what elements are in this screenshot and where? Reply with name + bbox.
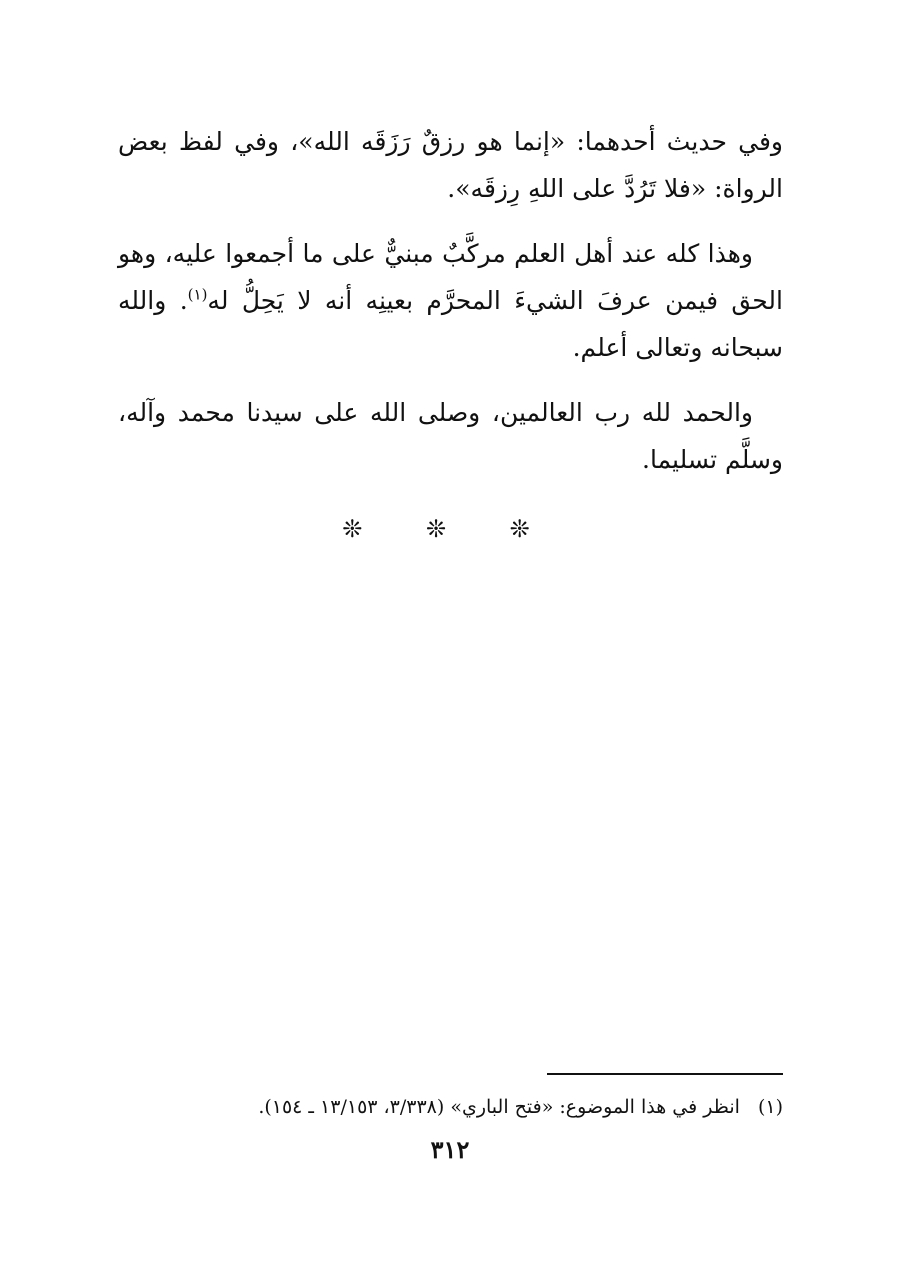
paragraph-text: وهذا كله عند أهل العلم مركَّبٌ مبنيٌّ على ما أجمعوا عليه، وهو الحق فيمن عرفَ الشيءَ المحرَّم بعينِه أنه لا يَحِلُّ له (118, 239, 783, 315)
footnote-divider (547, 1073, 783, 1075)
section-separator: ❊ ❊ ❊ (342, 515, 558, 543)
paragraph-text: وفي حديث أحدهما: «إنما هو رزقٌ رَزَقَه الله»، وفي لفظ بعض الرواة: «فلا تَرُدَّ على اللهِ رِزقَه». (118, 127, 783, 203)
paragraph-ruling (118, 230, 783, 371)
paragraph-text: والحمد لله رب العالمين، وصلى الله على سيدنا محمد وآله، وسلَّم تسليما. (118, 398, 783, 474)
paragraph-text-continued: . والله سبحانه وتعالى أعلم. (118, 286, 783, 362)
paragraph-closing (118, 389, 783, 483)
paragraph-hadith (118, 118, 783, 212)
main-text (118, 118, 783, 501)
page-number: ٣١٢ (430, 1135, 470, 1164)
footnote-reference[interactable]: (١) (187, 285, 208, 304)
footnote-text: انظر في هذا الموضوع: «فتح الباري» (٣/٣٣٨، ١٣/١٥٣ ـ ١٥٤). (258, 1096, 740, 1118)
footnote (118, 1092, 783, 1122)
footnote-number: (١) (757, 1096, 783, 1118)
